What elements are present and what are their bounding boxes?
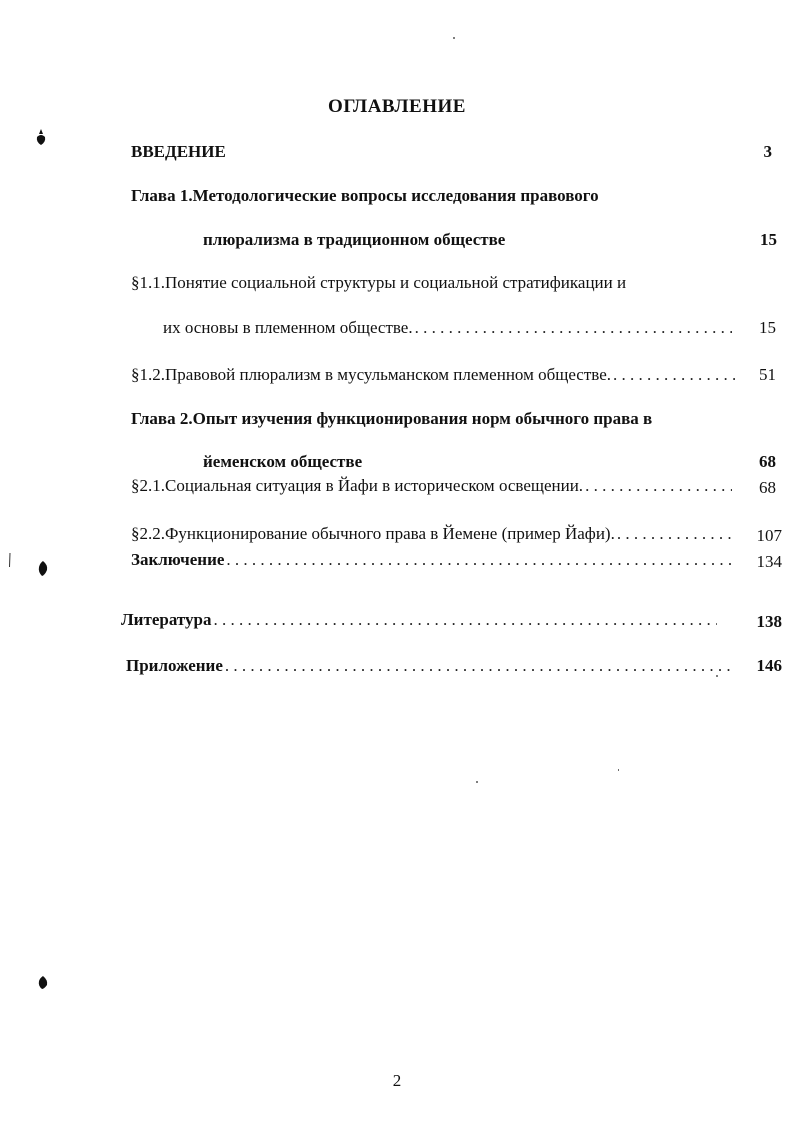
toc-conclusion-page: 134: [756, 552, 782, 571]
toc-s11-page: 15: [759, 318, 776, 337]
toc-ch2-line1: Глава 2.Опыт изучения функционирования норм обычного права в: [131, 409, 653, 428]
toc-intro-label: ВВЕДЕНИЕ: [131, 142, 226, 161]
toc-ch1-line2: плюрализма в традиционном обществе: [203, 230, 506, 249]
toc-s12-page: 51: [759, 365, 776, 384]
leader-dots: [225, 656, 732, 676]
toc-literature-entry: [121, 610, 721, 630]
scan-speck: [476, 781, 478, 783]
toc-s12-label: §1.2.Правовой плюрализм в мусульманском племенном обществе.: [131, 365, 612, 384]
scan-speck: [716, 675, 718, 677]
scan-mark-icon: [36, 560, 50, 578]
toc-s21-page: 68: [759, 478, 776, 497]
toc-s22-page: 107: [756, 526, 782, 545]
toc-ch2-page: 68: [759, 452, 776, 471]
toc-s12-entry: [131, 365, 739, 385]
toc-appendix-page: 146: [756, 656, 782, 675]
page-title: ОГЛАВЛЕНИЕ: [328, 96, 466, 117]
footer-page-number: 2: [392, 1071, 402, 1090]
leader-dots: [617, 524, 732, 544]
scan-mark-icon: [8, 552, 12, 568]
toc-literature-page: 138: [756, 612, 782, 631]
scan-speck: [453, 37, 455, 39]
toc-s11-entry: [163, 318, 736, 338]
leader-dots: [213, 610, 717, 630]
leader-dots: [585, 476, 732, 496]
toc-conclusion-entry: [131, 550, 736, 570]
toc-ch2-line2: йеменском обществе: [203, 452, 363, 471]
toc-intro-page: 3: [763, 142, 772, 161]
toc-s21-entry: [131, 476, 736, 496]
leader-dots: [226, 550, 732, 570]
toc-s21-label: §2.1.Социальная ситуация в Йафи в историческом освещении.: [131, 476, 584, 495]
toc-s11-line2: их основы в племенном обществе.: [163, 318, 413, 337]
toc-s22-label: §2.2.Функционирование обычного права в Йемене (пример Йафи).: [131, 524, 615, 543]
scan-mark-icon: [34, 128, 48, 150]
scan-mark-icon: [36, 975, 50, 991]
leader-dots: [613, 365, 735, 385]
leader-dots: [415, 318, 732, 338]
toc-s22-entry: [131, 524, 736, 544]
toc-s11-line1: §1.1.Понятие социальной структуры и социальной стратификации и: [131, 273, 627, 292]
toc-appendix-entry: [126, 656, 736, 676]
toc-conclusion-label: Заключение: [131, 550, 225, 569]
toc-appendix-label: Приложение: [126, 656, 223, 675]
scan-speck: [618, 769, 619, 771]
toc-literature-label: Литература: [121, 610, 212, 629]
toc-ch1-line1: Глава 1.Методологические вопросы исследования правового: [131, 186, 599, 205]
toc-ch1-page: 15: [760, 230, 777, 249]
